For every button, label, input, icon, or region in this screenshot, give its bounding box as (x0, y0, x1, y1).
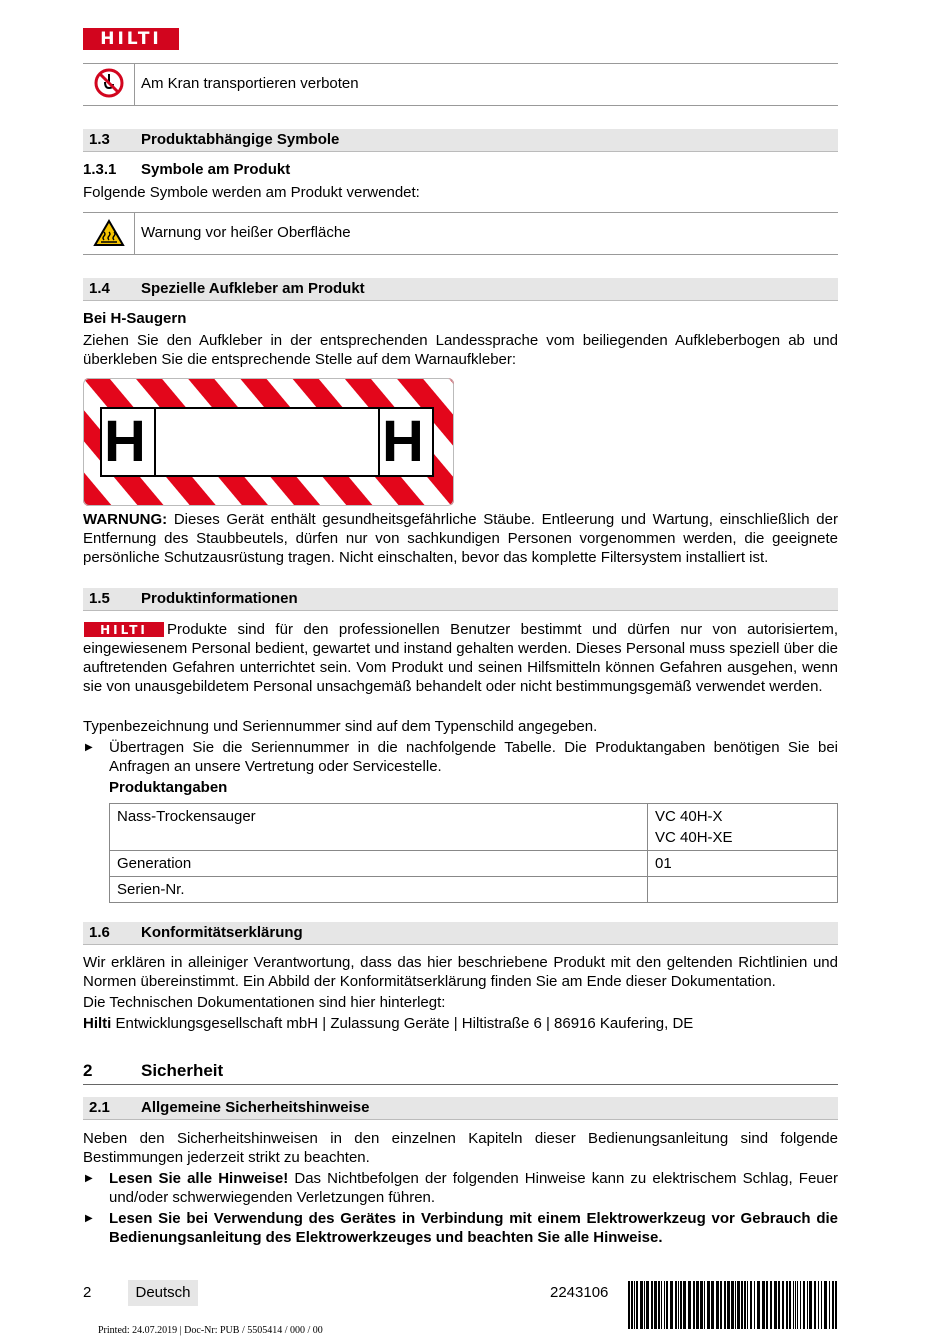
safety-bullet-1 (109, 1169, 838, 1207)
page-number: 2 (83, 1284, 92, 1301)
hilti-inline-logo-text: HILTI (100, 622, 148, 637)
product-info-paragraph (83, 620, 838, 696)
section-title: Konformitätserklärung (141, 924, 303, 941)
section-number: 1.4 (89, 280, 110, 297)
subsection-1-3-1-number: 1.3.1 (83, 161, 117, 178)
model-value-1: VC 40H-X (655, 808, 723, 825)
subsection-1-3-1-title: Symbole am Produkt (141, 161, 291, 178)
type-designation-text: Typenbezeichnung und Seriennummer sind auf dem Typenschild angegeben. (83, 718, 598, 735)
safety-bullet-2: Lesen Sie bei Verwendung des Gerätes in Verbindung mit einem Elektrowerkzeug vor Gebrauch die Bedienungsanleitung des Elektrowerkzeuges und beachten Sie alle Hinweise. (109, 1210, 838, 1246)
product-info-text: Produkte sind für den professionellen Benutzer bestimmt und dürfen nur von autorisiertem, eingewiesenem Personal bedient, gewartet und instand gehalten werden. Dieses Personal muss speziell über die auftretenden Gefahren unterrichtet sein. Vom Produkt und seinen Hilfsmitteln können Gefahren ausgehen, wenn sie von unausgebildetem Personal unsachgemäß behandelt oder nicht bestimmungsgemäß verwendet werden. (83, 621, 838, 695)
address-text: Entwicklungsgesellschaft mbH | Zulassung Geräte | Hiltistraße 6 | 86916 Kaufering, DE (111, 1015, 694, 1032)
crane-row-text: Am Kran transportieren verboten (141, 75, 359, 92)
bullet-arrow-icon: ▶ (85, 742, 93, 753)
section-1-5-header (83, 588, 838, 611)
section-number: 2.1 (89, 1099, 110, 1116)
symbols-intro-text: Folgende Symbole werden am Produkt verwendet: (83, 184, 420, 201)
section-title: Produktinformationen (141, 590, 298, 607)
product-table-title: Produktangaben (109, 779, 228, 796)
hilti-logo (83, 28, 179, 50)
section-number: 1.5 (89, 590, 110, 607)
conformity-text: Wir erklären in alleiniger Verantwortung, dass das hier beschriebene Produkt mit den geltenden Richtlinien und Normen übereinstimmt. Ein Abbild der Konformitätserklärung finden Sie am Ende dieser Dokumentation. (83, 954, 838, 990)
bullet-arrow-icon: ▶ (85, 1213, 93, 1224)
sticker-letter-left: H (104, 409, 146, 474)
document-number: 2243106 (550, 1284, 609, 1301)
section-1-6-header (83, 922, 838, 945)
table-row (110, 851, 838, 877)
section-title: Spezielle Aufkleber am Produkt (141, 280, 365, 297)
bullet-arrow-icon: ▶ (85, 1173, 93, 1184)
section-title: Produktabhängige Symbole (141, 131, 340, 148)
section-number: 1.6 (89, 924, 110, 941)
safety-bullet-1-text: Das Nichtbefolgen der folgenden Hinweise kann zu elektrischem Schlag, Feuer und/oder schwerwiegenden Verletzungen führen. (109, 1170, 838, 1206)
table-cell-label: Nass-Trockensauger (110, 804, 648, 851)
warning-paragraph (83, 510, 838, 567)
sticker-letter-right: H (382, 409, 424, 474)
chapter-2-number: 2 (83, 1061, 93, 1080)
section-1-4-header (83, 278, 838, 301)
serial-bullet-text: Übertragen Sie die Seriennummer in die nachfolgende Tabelle. Die Produktangaben benötigen Sie bei Anfragen an unsere Vertretung oder Servicestelle. (109, 739, 838, 775)
tech-docs-text: Die Technischen Dokumentationen sind hier hinterlegt: (83, 994, 446, 1011)
address-line (83, 1015, 693, 1032)
section-title: Allgemeine Sicherheitshinweise (141, 1099, 370, 1116)
hot-row-text: Warnung vor heißer Oberfläche (141, 224, 351, 241)
safety-bullet-1-bold: Lesen Sie alle Hinweise! (109, 1170, 289, 1187)
table-cell-value (648, 877, 838, 903)
table-row (110, 804, 838, 851)
section-number: 1.3 (89, 131, 110, 148)
safety-intro-text: Neben den Sicherheitshinweisen in den einzelnen Kapiteln dieser Bedienungsanleitung sind folgende Bestimmungen jederzeit strikt zu beachten. (83, 1130, 838, 1166)
product-data-table (109, 803, 838, 903)
model-value-2: VC 40H-XE (655, 829, 733, 846)
sticker-instructions: Ziehen Sie den Aufkleber in der entsprechenden Landessprache vom beiliegenden Aufkleberbogen ab und überkleben Sie die entsprechende Stelle auf dem Warnaufkleber: (83, 332, 838, 368)
language-label: Deutsch (128, 1280, 198, 1306)
address-company-bold: Hilti (83, 1015, 112, 1032)
section-1-3-header (83, 129, 838, 152)
h-saugern-subheading: Bei H-Saugern (83, 310, 187, 327)
table-cell-value: 01 (648, 851, 838, 877)
hilti-inline-logo (84, 622, 164, 637)
hot-surface-warning-icon (93, 219, 125, 251)
no-crane-transport-icon (94, 68, 124, 102)
section-2-1-header (83, 1097, 838, 1120)
table-cell-label: Serien-Nr. (110, 877, 648, 903)
table-cell-value (648, 804, 838, 851)
print-info: Printed: 24.07.2019 | Doc-Nr: PUB / 5505414 / 000 / 00 (98, 1325, 323, 1336)
chapter-2-title: Sicherheit (141, 1061, 224, 1080)
warning-text: Dieses Gerät enthält gesundheitsgefährliche Stäube. Entleerung und Wartung, einschließlich der Entfernung des Staubbeutels, dürfen nur von sachkundigen Personen vorgenommen werden, die geeignete persönliche Schutzausrüstung tragen. Nicht einschalten, bevor das komplette Filtersystem installiert ist. (83, 511, 838, 566)
table-row (110, 877, 838, 903)
hilti-logo-text: HILTI (100, 29, 162, 49)
barcode-image (628, 1281, 838, 1333)
table-cell-label: Generation (110, 851, 648, 877)
warning-label: WARNUNG: (83, 511, 168, 528)
